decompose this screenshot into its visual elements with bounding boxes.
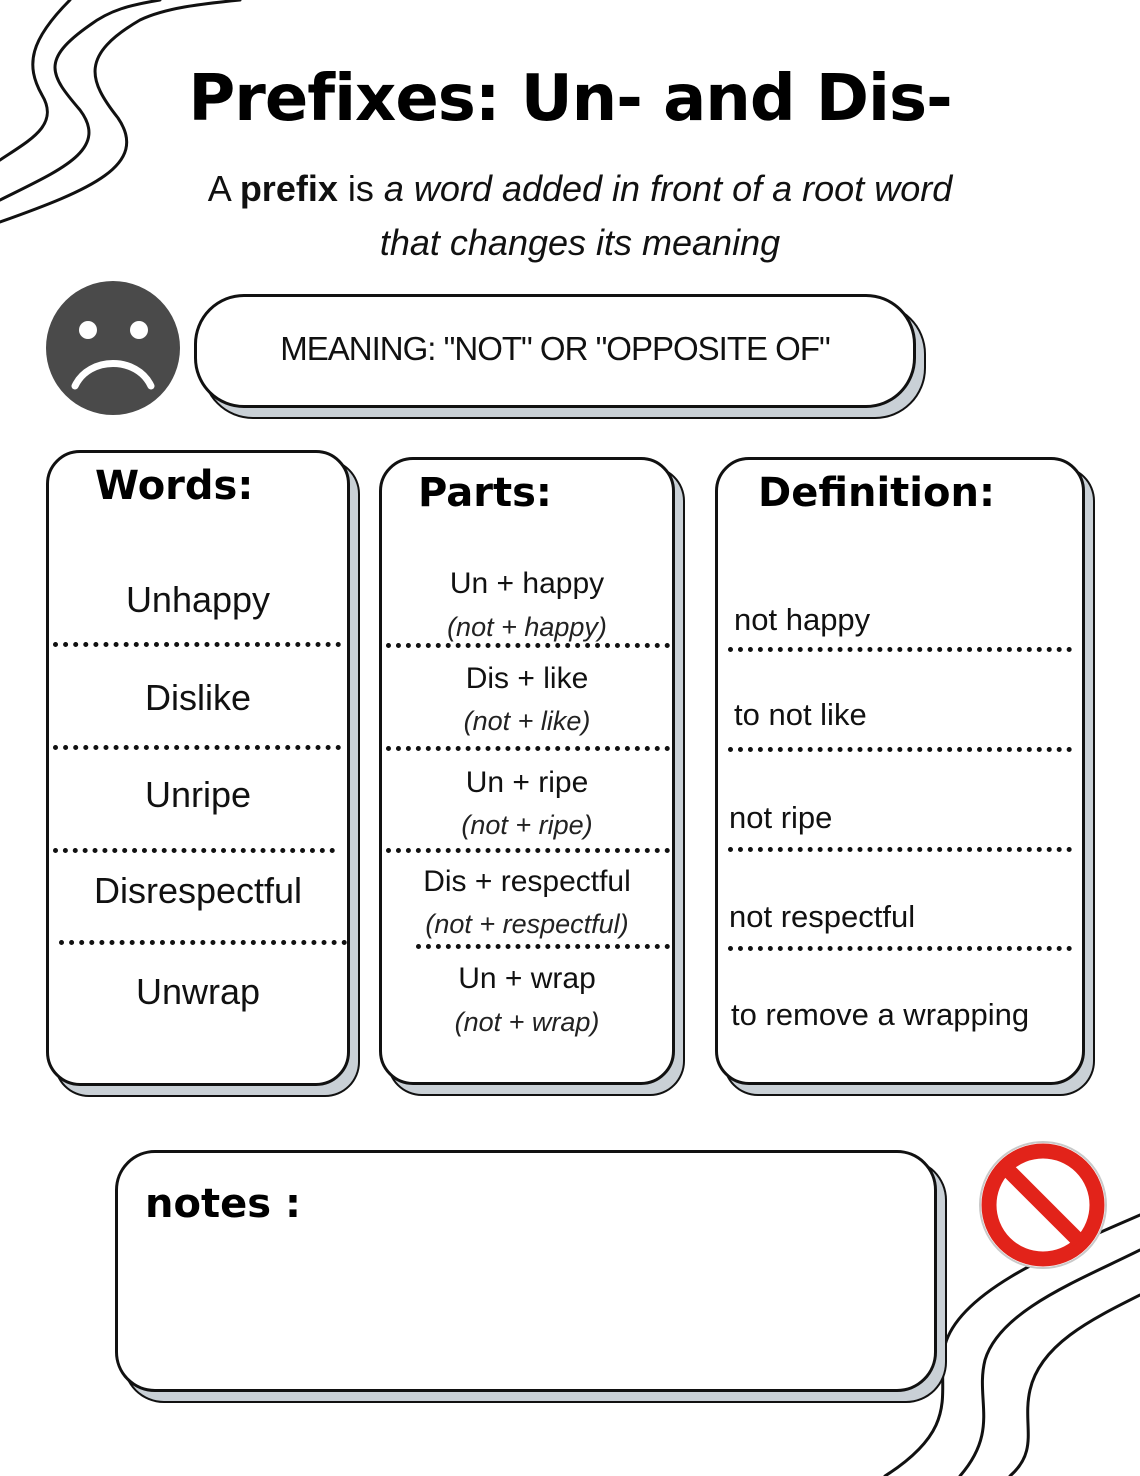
notes-label: notes : [145, 1181, 301, 1227]
part-main: Un + ripe [465, 766, 589, 799]
row-divider [386, 848, 670, 853]
part-sub: (not + like) [463, 706, 591, 736]
part-sub: (not + happy) [447, 612, 607, 642]
row-divider [728, 747, 1072, 752]
definition-line-2 [200, 216, 960, 270]
word-item: Unripe [144, 774, 252, 815]
definition-verb: is [347, 168, 374, 209]
part-sub: (not + ripe) [461, 810, 593, 840]
meaning-text: MEANING: "NOT" OR "OPPOSITE OF" [280, 330, 830, 367]
definition-lead: A [207, 168, 230, 209]
row-divider [386, 746, 670, 751]
part-sub: (not + respectful) [425, 909, 629, 939]
row-divider [386, 643, 670, 648]
row-divider [53, 848, 335, 853]
parts-header: Parts: [418, 470, 552, 516]
word-item: Disrespectful [93, 870, 303, 911]
row-divider [728, 847, 1072, 852]
definition-line1-rest: a word added in front of a root word [383, 168, 953, 209]
prefix-definition [200, 162, 960, 270]
word-item: Unhappy [125, 579, 271, 620]
row-divider [59, 940, 347, 945]
part-main: Dis + respectful [423, 865, 631, 898]
part-main: Un + happy [449, 567, 605, 600]
page-title: Prefixes: Un- and Dis- [188, 62, 952, 136]
definition-item: not respectful [729, 899, 916, 934]
words-column [46, 450, 350, 1086]
words-header: Words: [95, 463, 254, 509]
definition-line2-text: that changes its meaning [379, 222, 781, 263]
sad-face-icon [45, 280, 181, 416]
definition-line-1 [200, 162, 960, 216]
definition-item: to remove a wrapping [731, 997, 1030, 1032]
definition-column [715, 457, 1085, 1085]
row-divider [53, 642, 341, 647]
word-item: Unwrap [135, 971, 261, 1012]
row-divider [728, 946, 1072, 951]
definition-header: Definition: [758, 470, 995, 516]
definition-term: prefix [239, 168, 338, 209]
row-divider [416, 944, 670, 949]
word-item: Dislike [144, 677, 251, 718]
definition-item: not happy [734, 602, 871, 637]
no-sign-icon [978, 1140, 1108, 1270]
part-sub: (not + wrap) [454, 1007, 600, 1037]
part-main: Dis + like [465, 662, 589, 695]
row-divider [728, 647, 1072, 652]
definition-item: to not like [734, 697, 867, 732]
row-divider [53, 745, 341, 750]
meaning-box [194, 294, 916, 408]
notes-box[interactable] [115, 1150, 937, 1392]
definition-item: not ripe [729, 800, 833, 835]
parts-column [379, 457, 675, 1085]
part-main: Un + wrap [458, 962, 596, 995]
